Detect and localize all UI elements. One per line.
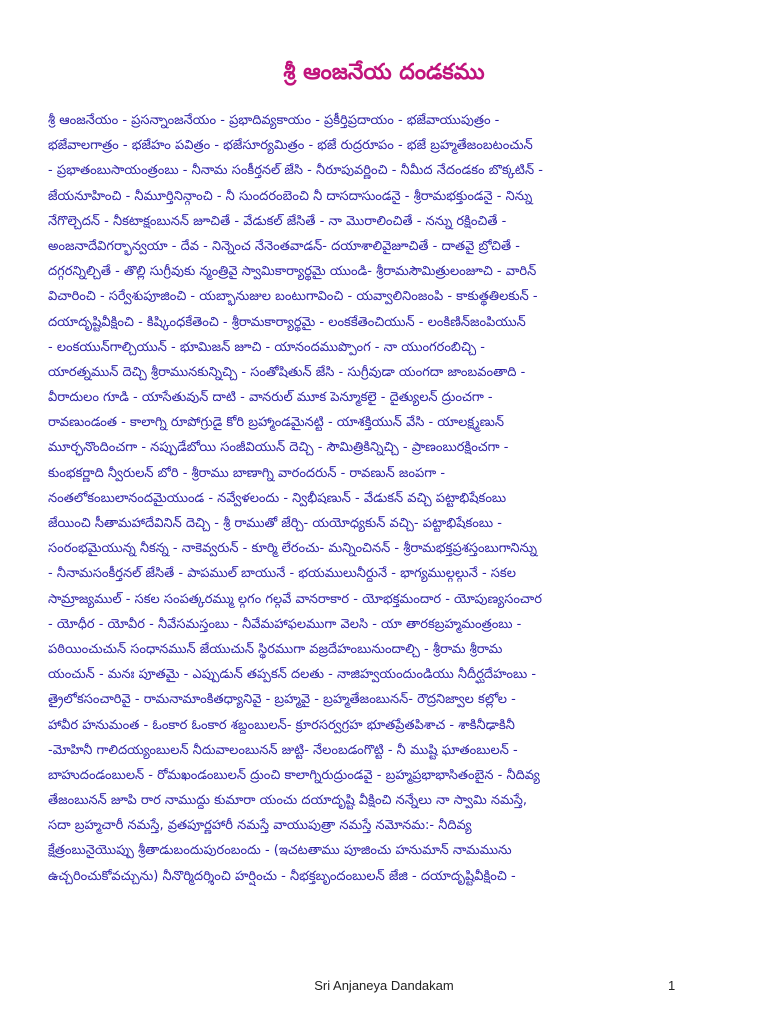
text-line: పఠియించుచున్ సంధానమున్ జేయుచున్ స్థిరముగా వజ్రదేహంబునుందాల్చి - శ్రీరామ శ్రీరామ xyxy=(48,641,503,657)
text-line: విచారించి - సర్వేశుపూజించి - యబ్భానుజుల బంటుగావించి - యవ్వాలినింజంపి - కాకుత్థతిలకున్ - xyxy=(48,289,538,305)
text-line: -మోహినీ గాలిదయ్యంబులన్ నీదువాలంబునన్ జుట్టి- నేలంబడంగొట్టి - నీ ముష్టి ఘాతంబులన్ - xyxy=(48,742,518,758)
text-line: జేయనూహించి - నీమూర్తినిన్గాంచి - నీ సుందరంబెంచి నీ దాసదాసుండనై - శ్రీరామభక్తుండనై - నిన్ను xyxy=(48,188,533,204)
footer-document-title: Sri Anjaneya Dandakam xyxy=(314,978,454,993)
text-line: యారత్నమున్ దెచ్చి శ్రీరామునకున్నిచ్చి - సంతోషితున్ జేసి - సుగ్రీవుడా యంగదా జాంబవంతాది - xyxy=(48,364,526,380)
text-line: భజేవాలగాత్రం - భజేహం పవిత్రం - భజేసూర్యమిత్రం - భజే రుద్రరూపం - భజే బ్రహ్మతేజంబటంచున్ xyxy=(48,138,533,154)
dandakam-text xyxy=(48,108,728,889)
text-line: కుంభకర్ణాది న్వీరులన్ బోరి - శ్రీరాము బాణాగ్ని వారందరున్ - రావణున్ జంపగా - xyxy=(48,465,446,481)
text-line: శ్రీ ఆంజనేయం - ప్రసన్నాంజనేయం - ప్రభాదివ్యకాయం - ప్రకీర్తిప్రదాయం - భజేవాయుపుత్రం - xyxy=(48,113,500,128)
text-line: హావీర హనుమంత - ఓంకార ఓంకార శబ్దంబులన్- క్రూరసర్వగ్రహ భూతప్రేతపిశాచ - శాకినీఢాకినీ xyxy=(48,717,515,733)
text-line: బాహుదండంబులన్ - రోమఖండంబులన్ ద్రుంచి కాలాగ్నిరుద్రుండవై - బ్రహ్మప్రభాభాసితంబైన - నీదివ్య xyxy=(48,767,540,783)
text-line: సామ్రాజ్యముల్ - సకల సంపత్కరమ్ము ల్గగం గల్గవే వానరాకార - యోభక్తమందార - యోపుణ్యసంచార xyxy=(48,591,542,607)
text-line: సదా బ్రహ్మచారీ నమస్తే, వ్రతపూర్ణహారీ నమస్తే వాయుపుత్రా నమస్తే నమోనమ:- నీదివ్య xyxy=(48,818,472,834)
text-line: - నీనామసంకీర్తనల్ జేసితే - పాపముల్ బాయునే - భయములునీర్దునే - భాగ్యముల్గల్గునే - సకల xyxy=(48,566,516,582)
text-line: యంచున్ - మనః పూతమై - ఎప్పుడున్ తప్పకన్ దలతు - నాజిహ్వయందుండియు నీదీర్ఘదేహంబు - xyxy=(48,667,537,683)
page-title: శ్రీ ఆంజనేయ దండకము xyxy=(283,60,485,85)
page-number: 1 xyxy=(668,978,676,993)
text-line: జేయించి సీతామహాదేవినిన్ దెచ్చి - శ్రీ రాముతో జేర్చి- యయోధ్యకున్ వచ్చి- పట్టాభిషేకంబు - xyxy=(48,516,502,531)
text-line: క్షేత్రంబునైయొప్పు శ్రీతాడుబందుపురంబందు - (ఇచటతాము పూజించు హనుమాన్ నామమును xyxy=(48,843,512,859)
text-line: - యోధీర - యోవీర - నీవేసమస్తంబు - నీవేమహాఫలముగా వెలసి - యా తారకబ్రహ్మమంత్రంబు - xyxy=(48,616,522,632)
text-line: మూర్ఛనొందించగా - నప్పుడేబోయి సంజీవియున్ దెచ్చి - సౌమిత్రికిన్నిచ్చి - ప్రాణంబురక్షించగా - xyxy=(48,440,509,456)
text-line: సంరంభమైయున్న నీకన్న - నాకెవ్వరున్ - కూర్మి లేరంచు- మన్నించినన్ - శ్రీరామభక్తప్రశస్తంబుగానిన్ను xyxy=(48,541,538,557)
text-line: తేజంబునన్ జూపి రార నాముద్దు కుమారా యంచు దయాదృష్టి వీక్షించి నన్నేలు నా స్వామి నమస్తే, xyxy=(48,793,528,809)
text-line: నంతలోకంబులానందమైయుండ - నవ్వేళలందు - న్విభీషణున్ - వేడుకన్ వచ్చి పట్టాభిషేకంబు xyxy=(48,490,507,506)
text-line: త్రైలోకసంచారివై - రామనామాంకితధ్యానివై - బ్రహ్మవై - బ్రహ్మతేజంబునన్- రౌద్రనిజ్వాల కల్లోల - xyxy=(48,692,516,708)
text-line: - లంకయున్‌గాల్చియున్ - భూమిజన్ జూచి - యానందముప్పొంగ - నా యుంగరంబిచ్చి - xyxy=(48,339,485,355)
text-line: నేగొల్చెదన్ - నీకటాక్షంబునన్ జూచితే - వేడుకల్ జేసితే - నా మొరాలించితే - నన్ను రక్షించితే - xyxy=(48,213,507,229)
text-line: వీరాదులం గూడి - యాసేతువున్ దాటి - వానరుల్ మూక పెన్మూకలై - దైత్యులన్ ద్రుంచగా - xyxy=(48,390,493,406)
text-line: అంజనాదేవిగర్భాన్వయా - దేవ - నిన్నెంచ నేనెంతవాడన్- దయాశాలివైజూచితే - దాతవై బ్రోచితే - xyxy=(48,238,520,254)
text-line: - ప్రభాతంబుసాయంత్రంబు - నీనామ సంకీర్తనల్ జేసి - నీరూపువర్ణించి - నీమీద నేదండకం బొక్కటిన్ - xyxy=(48,163,543,179)
text-line: రావణుండంత - కాలాగ్ని రూపోగ్రుడై కోరి బ్రహ్మాండమైనట్టి - యాశక్తియున్ వేసి - యాలక్ష్మణున్ xyxy=(48,415,505,431)
text-line: దయాదృష్టివీక్షించి - కిష్కింధకేతెంచి - శ్రీరామకార్యార్థమై - లంకకేతెంచియున్ - లంకిణిన్‌జంపియున్ xyxy=(48,314,526,330)
text-line: దగ్గరన్నిల్చితే - తొల్లి సుగ్రీవుకు న్మంత్రివై స్వామికార్యార్థమై యుండి- శ్రీరామసౌమిత్రులంజూచి - వారిన్ xyxy=(48,264,537,280)
text-line: ఉచ్చరించుకోవచ్చును) నీనొర్మిదర్శించి హర్షించు - నీభక్తబృందంబులన్ జేజి - దయాదృష్టివీక్షించి - xyxy=(48,868,516,884)
